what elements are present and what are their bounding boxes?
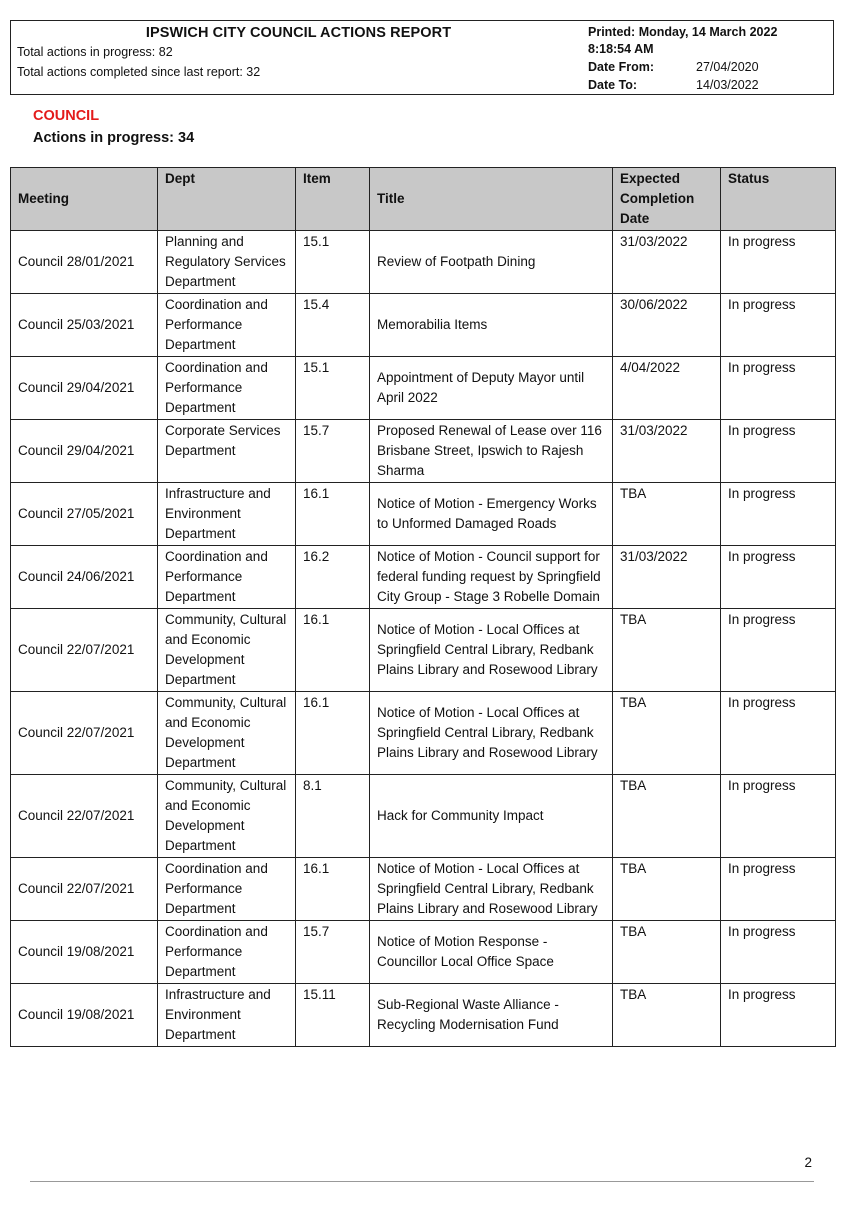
cell-status: In progress <box>721 609 836 692</box>
cell-status: In progress <box>721 775 836 858</box>
cell-expected-date: 30/06/2022 <box>613 294 721 357</box>
cell-status: In progress <box>721 921 836 984</box>
table-row <box>11 858 836 921</box>
table-row <box>11 692 836 775</box>
col-header-meeting: Meeting <box>11 168 158 231</box>
cell-title: Review of Footpath Dining <box>370 231 613 294</box>
cell-item: 8.1 <box>296 775 370 858</box>
cell-title: Proposed Renewal of Lease over 116 Brisbane Street, Ipswich to Rajesh Sharma <box>370 420 613 483</box>
total-in-progress: Total actions in progress: 82 <box>17 45 173 59</box>
cell-dept: Planning and Regulatory Services Department <box>158 231 296 294</box>
table-row <box>11 420 836 483</box>
col-header-title: Title <box>370 168 613 231</box>
col-header-item: Item <box>296 168 370 231</box>
section-count: Actions in progress: 34 <box>33 130 195 146</box>
cell-item: 15.4 <box>296 294 370 357</box>
cell-item: 15.1 <box>296 231 370 294</box>
cell-expected-date: TBA <box>613 775 721 858</box>
cell-dept: Community, Cultural and Economic Development Department <box>158 775 296 858</box>
cell-expected-date: TBA <box>613 984 721 1047</box>
cell-status: In progress <box>721 546 836 609</box>
cell-meeting: Council 22/07/2021 <box>11 692 158 775</box>
date-from-row <box>588 60 759 74</box>
table-row <box>11 546 836 609</box>
cell-dept: Coordination and Performance Department <box>158 294 296 357</box>
cell-meeting: Council 22/07/2021 <box>11 609 158 692</box>
cell-expected-date: 31/03/2022 <box>613 546 721 609</box>
table-row <box>11 294 836 357</box>
cell-expected-date: 31/03/2022 <box>613 420 721 483</box>
cell-item: 15.11 <box>296 984 370 1047</box>
cell-meeting: Council 22/07/2021 <box>11 775 158 858</box>
cell-expected-date: TBA <box>613 692 721 775</box>
cell-status: In progress <box>721 692 836 775</box>
table-row <box>11 775 836 858</box>
table-row <box>11 231 836 294</box>
cell-expected-date: TBA <box>613 483 721 546</box>
cell-expected-date: TBA <box>613 858 721 921</box>
date-to-label: Date To: <box>588 78 638 92</box>
table-body <box>11 231 836 1047</box>
table-row <box>11 609 836 692</box>
cell-item: 15.7 <box>296 921 370 984</box>
cell-meeting: Council 22/07/2021 <box>11 858 158 921</box>
cell-dept: Coordination and Performance Department <box>158 546 296 609</box>
cell-meeting: Council 19/08/2021 <box>11 984 158 1047</box>
date-to-row <box>588 78 759 92</box>
cell-expected-date: 31/03/2022 <box>613 231 721 294</box>
footer-divider <box>30 1181 814 1182</box>
printed-date: Printed: Monday, 14 March 2022 <box>588 25 778 39</box>
cell-status: In progress <box>721 420 836 483</box>
cell-dept: Infrastructure and Environment Department <box>158 984 296 1047</box>
cell-expected-date: 4/04/2022 <box>613 357 721 420</box>
date-from-value: 27/04/2020 <box>696 60 759 74</box>
report-title: IPSWICH CITY COUNCIL ACTIONS REPORT <box>145 25 452 41</box>
report-header <box>10 20 834 95</box>
cell-item: 16.2 <box>296 546 370 609</box>
cell-title: Memorabilia Items <box>370 294 613 357</box>
cell-item: 16.1 <box>296 609 370 692</box>
cell-title: Hack for Community Impact <box>370 775 613 858</box>
cell-dept: Coordination and Performance Department <box>158 858 296 921</box>
cell-status: In progress <box>721 483 836 546</box>
cell-title: Sub-Regional Waste Alliance - Recycling Modernisation Fund <box>370 984 613 1047</box>
col-header-dept: Dept <box>158 168 296 231</box>
cell-expected-date: TBA <box>613 921 721 984</box>
cell-status: In progress <box>721 858 836 921</box>
date-to-value: 14/03/2022 <box>696 78 759 92</box>
cell-status: In progress <box>721 984 836 1047</box>
cell-title: Notice of Motion - Local Offices at Springfield Central Library, Redbank Plains Library and Rosewood Library <box>370 858 613 921</box>
cell-meeting: Council 19/08/2021 <box>11 921 158 984</box>
cell-item: 16.1 <box>296 483 370 546</box>
total-completed: Total actions completed since last report: 32 <box>17 65 261 79</box>
col-header-expected-date: Expected Completion Date <box>613 168 721 231</box>
cell-dept: Coordination and Performance Department <box>158 357 296 420</box>
cell-status: In progress <box>721 231 836 294</box>
cell-meeting: Council 27/05/2021 <box>11 483 158 546</box>
cell-status: In progress <box>721 294 836 357</box>
printed-time: 8:18:54 AM <box>588 42 654 56</box>
cell-title: Notice of Motion - Local Offices at Springfield Central Library, Redbank Plains Library and Rosewood Library <box>370 692 613 775</box>
cell-title: Notice of Motion - Emergency Works to Unformed Damaged Roads <box>370 483 613 546</box>
cell-item: 15.1 <box>296 357 370 420</box>
cell-dept: Infrastructure and Environment Department <box>158 483 296 546</box>
cell-meeting: Council 25/03/2021 <box>11 294 158 357</box>
cell-title: Notice of Motion - Local Offices at Springfield Central Library, Redbank Plains Library and Rosewood Library <box>370 609 613 692</box>
cell-status: In progress <box>721 357 836 420</box>
cell-item: 16.1 <box>296 692 370 775</box>
page-number: 2 <box>804 1155 812 1170</box>
cell-item: 15.7 <box>296 420 370 483</box>
cell-meeting: Council 29/04/2021 <box>11 420 158 483</box>
printed-timestamp <box>588 24 777 58</box>
table-row <box>11 921 836 984</box>
cell-dept: Community, Cultural and Economic Development Department <box>158 692 296 775</box>
cell-meeting: Council 24/06/2021 <box>11 546 158 609</box>
cell-dept: Coordination and Performance Department <box>158 921 296 984</box>
cell-dept: Corporate Services Department <box>158 420 296 483</box>
cell-dept: Community, Cultural and Economic Development Department <box>158 609 296 692</box>
table-row <box>11 357 836 420</box>
cell-title: Notice of Motion - Council support for federal funding request by Springfield City Group - Stage 3 Robelle Domain <box>370 546 613 609</box>
cell-title: Notice of Motion Response - Councillor Local Office Space <box>370 921 613 984</box>
table-header-row <box>11 168 836 231</box>
date-from-label: Date From: <box>588 60 654 74</box>
actions-table <box>10 167 836 1047</box>
table-row <box>11 984 836 1047</box>
col-header-status: Status <box>721 168 836 231</box>
cell-meeting: Council 28/01/2021 <box>11 231 158 294</box>
cell-item: 16.1 <box>296 858 370 921</box>
cell-title: Appointment of Deputy Mayor until April 2022 <box>370 357 613 420</box>
table-row <box>11 483 836 546</box>
cell-meeting: Council 29/04/2021 <box>11 357 158 420</box>
section-title: COUNCIL <box>33 108 100 124</box>
cell-expected-date: TBA <box>613 609 721 692</box>
